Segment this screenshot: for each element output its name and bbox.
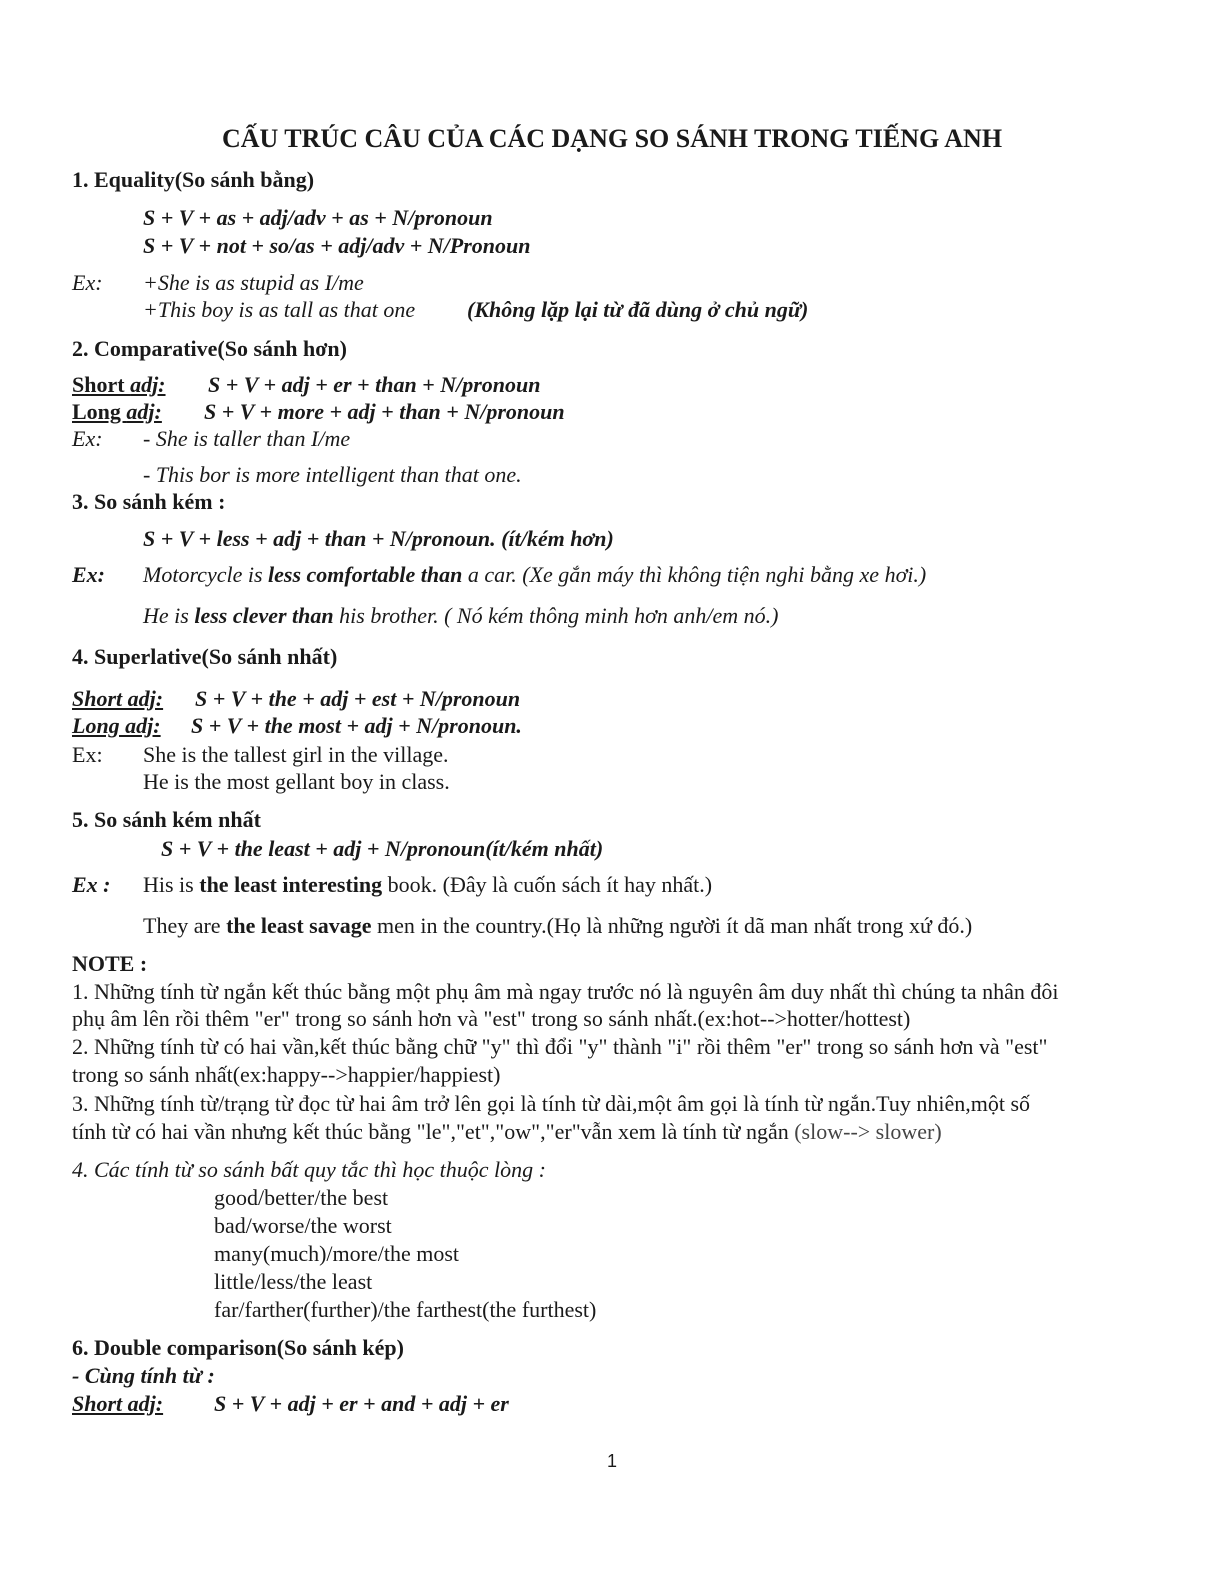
long-label-text: Long [72, 399, 127, 424]
note-1-line-2: phụ âm lên rồi thêm "er" trong so sánh hơn và "est" trong so sánh nhất.(ex:hot-->hotter/hottest) [72, 1006, 911, 1031]
comparative-short-label [72, 372, 166, 398]
note-heading: NOTE : [72, 951, 148, 976]
less-example-1-c: a car. (Xe gắn máy thì không tiện nghi bằng xe hơi.) [462, 562, 927, 587]
less-example-2-b: less clever than [194, 603, 334, 628]
section-6-heading: 6. Double comparison(So sánh kép) [72, 1335, 404, 1360]
comparative-long-formula: S + V + more + adj + than + N/pronoun [204, 399, 565, 424]
least-example-1 [143, 872, 712, 898]
note-3-line-2-b: (slow--> slower) [794, 1119, 942, 1144]
superlative-short-label: Short adj: [72, 686, 164, 711]
short-label-adj: adj: [130, 372, 166, 397]
equality-example-1: +She is as stupid as I/me [143, 270, 364, 295]
section-3-heading: 3. So sánh kém : [72, 489, 226, 514]
least-example-2 [143, 913, 972, 939]
note-2-line-2: trong so sánh nhất(ex:happy-->happier/happiest) [72, 1062, 501, 1087]
irregular-item: bad/worse/the worst [214, 1213, 392, 1238]
note-1-line-1: 1. Những tính từ ngắn kết thúc bằng một phụ âm mà ngay trước nó là nguyên âm duy nhất thì chúng ta nhân đôi [72, 979, 1059, 1004]
section-4-heading: 4. Superlative(So sánh nhất) [72, 644, 338, 669]
equality-note: (Không lặp lại từ đã dùng ở chủ ngữ) [467, 297, 809, 322]
note-3-line-1: 3. Những tính từ/trạng từ đọc từ hai âm trở lên gọi là tính từ dài,một âm gọi là tính từ ngắn.Tuy nhiên,một số [72, 1091, 1030, 1116]
less-formula: S + V + less + adj + than + N/pronoun. (ít/kém hơn) [143, 526, 614, 551]
equality-formula-2: S + V + not + so/as + adj/adv + N/Pronoun [143, 233, 531, 258]
less-example-2-c: his brother. ( Nó kém thông minh hơn anh/em nó.) [333, 603, 779, 628]
least-example-1-b: the least interesting [199, 872, 383, 897]
section-4-ex-label: Ex: [72, 742, 103, 767]
irregular-item: many(much)/more/the most [214, 1241, 459, 1266]
page-title: CẤU TRÚC CÂU CỦA CÁC DẠNG SO SÁNH TRONG TIẾNG ANH [221, 124, 1003, 153]
section-2-heading: 2. Comparative(So sánh hơn) [72, 336, 347, 361]
double-short-formula: S + V + adj + er + and + adj + er [214, 1391, 509, 1416]
section-5-ex-label: Ex : [72, 872, 111, 897]
less-example-2-a: He is [143, 603, 195, 628]
superlative-long-label: Long adj: [72, 713, 161, 738]
comparative-short-formula: S + V + adj + er + than + N/pronoun [208, 372, 541, 397]
section-5-heading: 5. So sánh kém nhất [72, 807, 261, 832]
double-comparison-sub: - Cùng tính từ : [72, 1363, 215, 1388]
least-example-2-a: They are [143, 913, 227, 938]
less-example-2 [143, 603, 778, 629]
note-2-line-1: 2. Những tính từ có hai vần,kết thúc bằng chữ "y" thì đổi "y" thành "i" rồi thêm "er" trong so sánh hơn và "est" [72, 1034, 1048, 1059]
superlative-long-formula: S + V + the most + adj + N/pronoun. [191, 713, 522, 738]
note-4: 4. Các tính từ so sánh bất quy tắc thì học thuộc lòng : [72, 1157, 546, 1182]
least-example-2-b: the least savage [226, 913, 372, 938]
short-label-text: Short [72, 372, 131, 397]
note-3-line-2 [72, 1119, 942, 1145]
comparative-example-1: - She is taller than I/me [143, 426, 351, 451]
page-number: 1 [606, 1451, 617, 1471]
less-example-1-a: Motorcycle is [143, 562, 269, 587]
least-example-1-a: His is [143, 872, 200, 897]
comparative-long-label [72, 399, 162, 425]
less-example-1 [143, 562, 926, 588]
section-2-ex-label: Ex: [72, 426, 103, 451]
less-example-1-b: less comfortable than [268, 562, 463, 587]
long-label-adj: adj: [126, 399, 162, 424]
superlative-short-formula: S + V + the + adj + est + N/pronoun [195, 686, 521, 711]
equality-formula-1: S + V + as + adj/adv + as + N/pronoun [143, 205, 493, 230]
least-formula: S + V + the least + adj + N/pronoun(ít/kém nhất) [161, 836, 604, 861]
comparative-example-2: - This bor is more intelligent than that one. [143, 462, 522, 487]
irregular-item: good/better/the best [214, 1185, 389, 1210]
note-3-line-2-a: tính từ có hai vần nhưng kết thúc bằng "le","et","ow","er"vẫn xem là tính từ ngắn [72, 1119, 795, 1144]
equality-example-2: +This boy is as tall as that one [143, 297, 416, 322]
irregular-item: far/farther(further)/the farthest(the furthest) [214, 1297, 597, 1322]
section-3-ex-label: Ex: [72, 562, 105, 587]
double-short-label: Short adj: [72, 1391, 164, 1416]
section-1-ex-label: Ex: [72, 270, 103, 295]
section-1-heading: 1. Equality(So sánh bằng) [72, 167, 315, 192]
irregular-item: little/less/the least [214, 1269, 373, 1294]
least-example-1-c: book. (Đây là cuốn sách ít hay nhất.) [382, 872, 713, 897]
superlative-example-1: She is the tallest girl in the village. [143, 742, 449, 767]
superlative-example-2: He is the most gellant boy in class. [143, 769, 450, 794]
least-example-2-c: men in the country.(Họ là những người ít dã man nhất trong xứ đó.) [371, 913, 973, 938]
